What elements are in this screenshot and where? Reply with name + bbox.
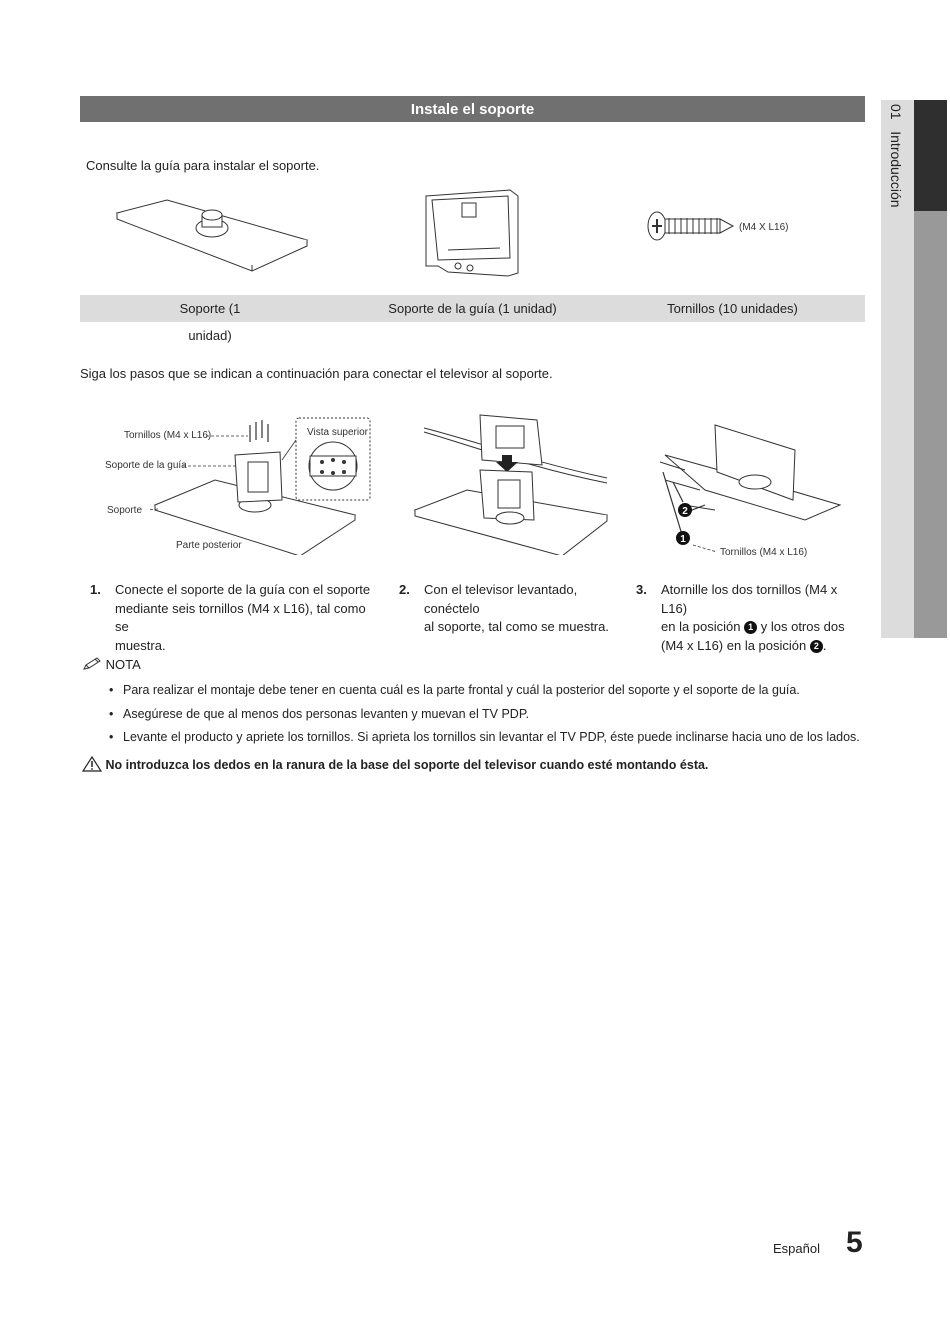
page-number: 5	[846, 1226, 863, 1259]
step-3	[636, 581, 866, 653]
footer-language: Español	[773, 1241, 820, 1256]
d3-pos1-badge: 1	[680, 534, 686, 545]
step-1-line: mediante seis tornillos (M4 x L16), tal como se	[115, 600, 366, 634]
d1-stand-label: Soporte	[107, 505, 143, 516]
step-1	[90, 581, 380, 653]
warning-line	[82, 756, 708, 772]
section-title: Instale el soporte	[410, 101, 535, 118]
step-2-line: al soporte, tal como se muestra.	[424, 619, 609, 634]
d1-top-view-label: Vista superior	[307, 427, 368, 438]
step-1-line: Conecte el soporte de la guía con el soporte	[115, 582, 371, 597]
step-3-number: 3.	[636, 582, 647, 597]
parts-list-row	[80, 295, 865, 343]
step3-diagram	[645, 410, 845, 555]
part-stand-label: Soporte (1 unidad)	[179, 301, 241, 343]
part-screws-label: Tornillos (10 unidades)	[667, 301, 798, 316]
warning-triangle-icon	[82, 756, 102, 772]
note-header	[82, 657, 141, 672]
step-3-line: en la posición	[661, 619, 741, 634]
step-2-line: Con el televisor levantado, conéctelo	[424, 582, 578, 616]
step-3-line: Atornille los dos tornillos (M4 x L16)	[661, 582, 838, 616]
chapter-tab-marker	[914, 100, 947, 638]
warning-text: No introduzca los dedos en la ranura de la base del soporte del televisor cuando esté montando ésta.	[105, 758, 709, 772]
d3-screws-label: Tornillos (M4 x L16)	[720, 547, 808, 558]
step-3-line: y los otros dos	[760, 619, 845, 634]
chapter-title: Introducción	[888, 131, 904, 208]
d3-pos2-badge: 2	[682, 506, 688, 517]
d1-guide-label: Soporte de la guía	[105, 460, 187, 471]
chapter-label	[884, 104, 904, 208]
section-title-bar	[80, 96, 865, 122]
part-guide-label: Soporte de la guía (1 unidad)	[388, 301, 557, 316]
stand-illustration	[112, 195, 312, 275]
note-item: • Para realizar el montaje debe tener en cuenta cuál es la parte frontal y cuál la posterior del soporte y el soporte de la guía.	[123, 683, 800, 697]
step-1-number: 1.	[90, 582, 101, 597]
note-title: NOTA	[105, 657, 141, 672]
guide-bracket-illustration	[418, 188, 528, 280]
note-item: • Asegúrese de que al menos dos personas levanten y muevan el TV PDP.	[123, 707, 529, 721]
step-2-number: 2.	[399, 582, 410, 597]
step-3-line: .	[822, 637, 827, 653]
chapter-number: 01	[888, 104, 904, 120]
intro-text: Consulte la guía para instalar el soporte.	[86, 158, 320, 173]
step-3-line: (M4 x L16) en la posición	[661, 637, 807, 653]
note-item: • Levante el producto y apriete los tornillos. Si aprieta los tornillos sin levantar el TV PDP, éste puede inclinarse hacia uno de los lados.	[123, 730, 860, 744]
position-1-badge: 1	[744, 621, 757, 634]
d1-screws-label: Tornillos (M4 x L16)	[124, 430, 212, 441]
d1-rear-label: Parte posterior	[176, 540, 242, 551]
pencil-icon	[82, 657, 102, 671]
step2-diagram	[412, 410, 612, 555]
screw-spec-label: (M4 X L16)	[739, 222, 789, 233]
step-1-line: muestra.	[115, 637, 166, 653]
step-2	[399, 581, 629, 634]
position-2-badge: 2	[810, 640, 823, 653]
steps-intro-text: Siga los pasos que se indican a continuación para conectar el televisor al soporte.	[80, 366, 553, 381]
screw-icon	[645, 206, 735, 246]
